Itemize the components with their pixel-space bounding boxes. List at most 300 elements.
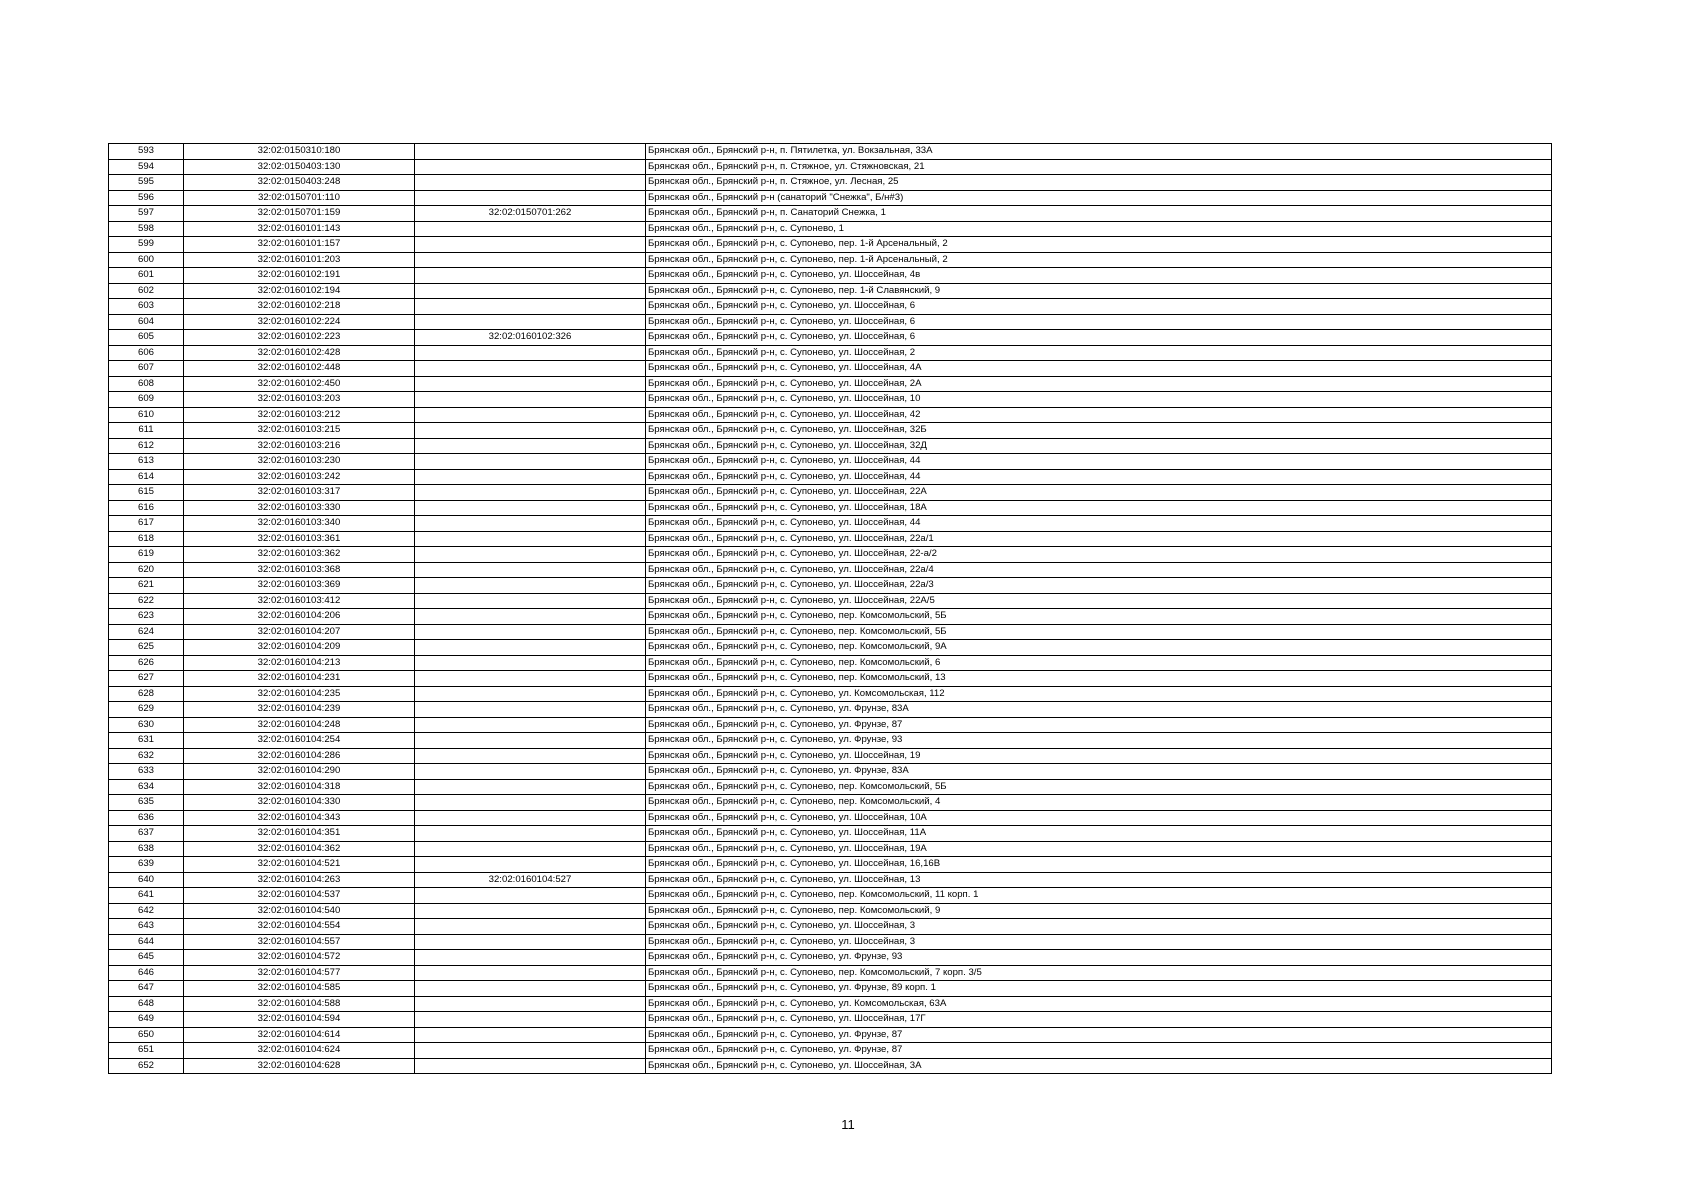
linked-cadastral-number-cell xyxy=(415,857,646,873)
row-number-cell: 632 xyxy=(109,748,184,764)
table-row xyxy=(109,314,1552,330)
linked-cadastral-number-cell xyxy=(415,314,646,330)
cadastral-number-cell: 32:02:0160104:585 xyxy=(184,981,415,997)
table-row xyxy=(109,702,1552,718)
table-row xyxy=(109,717,1552,733)
linked-cadastral-number-cell: 32:02:0150701:262 xyxy=(415,206,646,222)
table-row xyxy=(109,795,1552,811)
table-row xyxy=(109,469,1552,485)
linked-cadastral-number-cell xyxy=(415,547,646,563)
table-row xyxy=(109,1058,1552,1074)
cadastral-number-cell: 32:02:0160104:207 xyxy=(184,624,415,640)
linked-cadastral-number-cell xyxy=(415,469,646,485)
cadastral-number-cell: 32:02:0160103:317 xyxy=(184,485,415,501)
linked-cadastral-number-cell xyxy=(415,888,646,904)
table-row xyxy=(109,981,1552,997)
linked-cadastral-number-cell xyxy=(415,717,646,733)
table-row xyxy=(109,423,1552,439)
address-cell: Брянская обл., Брянский р-н, с. Супонево, ул. Шоссейная, 44 xyxy=(646,516,1552,532)
address-cell: Брянская обл., Брянский р-н, с. Супонево, пер. 1-й Арсенальный, 2 xyxy=(646,237,1552,253)
linked-cadastral-number-cell xyxy=(415,237,646,253)
table-row xyxy=(109,1043,1552,1059)
cadastral-number-cell: 32:02:0160103:230 xyxy=(184,454,415,470)
cadastral-number-cell: 32:02:0160103:212 xyxy=(184,407,415,423)
cadastral-number-cell: 32:02:0160104:343 xyxy=(184,810,415,826)
address-cell: Брянская обл., Брянский р-н, с. Супонево, ул. Шоссейная, 44 xyxy=(646,454,1552,470)
row-number-cell: 610 xyxy=(109,407,184,423)
address-cell: Брянская обл., Брянский р-н, с. Супонево, 1 xyxy=(646,221,1552,237)
cadastral-number-cell: 32:02:0160104:362 xyxy=(184,841,415,857)
table-row xyxy=(109,144,1552,160)
address-cell: Брянская обл., Брянский р-н, с. Супонево, ул. Шоссейная, 6 xyxy=(646,314,1552,330)
row-number-cell: 611 xyxy=(109,423,184,439)
cadastral-number-cell: 32:02:0150701:110 xyxy=(184,190,415,206)
linked-cadastral-number-cell xyxy=(415,795,646,811)
table-row xyxy=(109,190,1552,206)
row-number-cell: 601 xyxy=(109,268,184,284)
objects-table xyxy=(108,143,1552,1074)
row-number-cell: 630 xyxy=(109,717,184,733)
linked-cadastral-number-cell xyxy=(415,919,646,935)
row-number-cell: 629 xyxy=(109,702,184,718)
cadastral-number-cell: 32:02:0150701:159 xyxy=(184,206,415,222)
address-cell: Брянская обл., Брянский р-н, с. Супонево, ул. Шоссейная, 3 xyxy=(646,934,1552,950)
row-number-cell: 651 xyxy=(109,1043,184,1059)
address-cell: Брянская обл., Брянский р-н (санаторий "Снежка", Б/н#3) xyxy=(646,190,1552,206)
address-cell: Брянская обл., Брянский р-н, с. Супонево, ул. Шоссейная, 22а/4 xyxy=(646,562,1552,578)
cadastral-number-cell: 32:02:0160104:209 xyxy=(184,640,415,656)
linked-cadastral-number-cell xyxy=(415,1058,646,1074)
linked-cadastral-number-cell: 32:02:0160102:326 xyxy=(415,330,646,346)
table-row xyxy=(109,175,1552,191)
row-number-cell: 604 xyxy=(109,314,184,330)
address-cell: Брянская обл., Брянский р-н, с. Супонево, ул. Шоссейная, 6 xyxy=(646,330,1552,346)
table-row xyxy=(109,671,1552,687)
address-cell: Брянская обл., Брянский р-н, с. Супонево, пер. Комсомольский, 7 корп. 3/5 xyxy=(646,965,1552,981)
cadastral-number-cell: 32:02:0160102:450 xyxy=(184,376,415,392)
linked-cadastral-number-cell xyxy=(415,624,646,640)
table-row xyxy=(109,361,1552,377)
cadastral-number-cell: 32:02:0160103:330 xyxy=(184,500,415,516)
cadastral-number-cell: 32:02:0160102:428 xyxy=(184,345,415,361)
table-row xyxy=(109,283,1552,299)
cadastral-number-cell: 32:02:0160104:290 xyxy=(184,764,415,780)
table-row xyxy=(109,810,1552,826)
linked-cadastral-number-cell xyxy=(415,950,646,966)
cadastral-number-cell: 32:02:0150403:248 xyxy=(184,175,415,191)
table-row xyxy=(109,733,1552,749)
address-cell: Брянская обл., Брянский р-н, с. Супонево, ул. Шоссейная, 11А xyxy=(646,826,1552,842)
linked-cadastral-number-cell xyxy=(415,578,646,594)
row-number-cell: 652 xyxy=(109,1058,184,1074)
address-cell: Брянская обл., Брянский р-н, с. Супонево, ул. Шоссейная, 19А xyxy=(646,841,1552,857)
row-number-cell: 605 xyxy=(109,330,184,346)
linked-cadastral-number-cell xyxy=(415,1012,646,1028)
cadastral-number-cell: 32:02:0160102:224 xyxy=(184,314,415,330)
linked-cadastral-number-cell xyxy=(415,361,646,377)
linked-cadastral-number-cell xyxy=(415,531,646,547)
cadastral-number-cell: 32:02:0150310:180 xyxy=(184,144,415,160)
table-row xyxy=(109,268,1552,284)
cadastral-number-cell: 32:02:0160104:239 xyxy=(184,702,415,718)
address-cell: Брянская обл., Брянский р-н, с. Супонево, пер. Комсомольский, 5Б xyxy=(646,624,1552,640)
table-row xyxy=(109,593,1552,609)
address-cell: Брянская обл., Брянский р-н, с. Супонево, ул. Шоссейная, 18А xyxy=(646,500,1552,516)
cadastral-number-cell: 32:02:0160103:361 xyxy=(184,531,415,547)
table-row xyxy=(109,500,1552,516)
linked-cadastral-number-cell xyxy=(415,640,646,656)
row-number-cell: 642 xyxy=(109,903,184,919)
table-row xyxy=(109,826,1552,842)
address-cell: Брянская обл., Брянский р-н, с. Супонево, ул. Шоссейная, 10 xyxy=(646,392,1552,408)
address-cell: Брянская обл., Брянский р-н, с. Супонево, ул. Шоссейная, 22а/1 xyxy=(646,531,1552,547)
linked-cadastral-number-cell xyxy=(415,283,646,299)
address-cell: Брянская обл., Брянский р-н, с. Супонево, пер. Комсомольский, 6 xyxy=(646,655,1552,671)
row-number-cell: 624 xyxy=(109,624,184,640)
linked-cadastral-number-cell xyxy=(415,159,646,175)
linked-cadastral-number-cell xyxy=(415,376,646,392)
linked-cadastral-number-cell xyxy=(415,345,646,361)
linked-cadastral-number-cell xyxy=(415,562,646,578)
row-number-cell: 609 xyxy=(109,392,184,408)
address-cell: Брянская обл., Брянский р-н, с. Супонево, ул. Шоссейная, 3А xyxy=(646,1058,1552,1074)
cadastral-number-cell: 32:02:0160103:340 xyxy=(184,516,415,532)
linked-cadastral-number-cell xyxy=(415,810,646,826)
linked-cadastral-number-cell xyxy=(415,965,646,981)
address-cell: Брянская обл., Брянский р-н, с. Супонево, пер. Комсомольский, 5Б xyxy=(646,609,1552,625)
table-row xyxy=(109,779,1552,795)
linked-cadastral-number-cell xyxy=(415,779,646,795)
cadastral-number-cell: 32:02:0160104:557 xyxy=(184,934,415,950)
table-row xyxy=(109,996,1552,1012)
address-cell: Брянская обл., Брянский р-н, с. Супонево, ул. Шоссейная, 3 xyxy=(646,919,1552,935)
row-number-cell: 645 xyxy=(109,950,184,966)
row-number-cell: 648 xyxy=(109,996,184,1012)
row-number-cell: 628 xyxy=(109,686,184,702)
row-number-cell: 593 xyxy=(109,144,184,160)
linked-cadastral-number-cell xyxy=(415,500,646,516)
cadastral-number-cell: 32:02:0160104:248 xyxy=(184,717,415,733)
row-number-cell: 633 xyxy=(109,764,184,780)
address-cell: Брянская обл., Брянский р-н, п. Санаторий Снежка, 1 xyxy=(646,206,1552,222)
address-cell: Брянская обл., Брянский р-н, с. Супонево, ул. Фрунзе, 93 xyxy=(646,950,1552,966)
cadastral-number-cell: 32:02:0160104:231 xyxy=(184,671,415,687)
address-cell: Брянская обл., Брянский р-н, с. Супонево, ул. Фрунзе, 93 xyxy=(646,733,1552,749)
table-row xyxy=(109,965,1552,981)
cadastral-number-cell: 32:02:0160103:368 xyxy=(184,562,415,578)
cadastral-number-cell: 32:02:0160104:254 xyxy=(184,733,415,749)
cadastral-number-cell: 32:02:0160102:218 xyxy=(184,299,415,315)
linked-cadastral-number-cell xyxy=(415,252,646,268)
linked-cadastral-number-cell xyxy=(415,144,646,160)
address-cell: Брянская обл., Брянский р-н, с. Супонево, ул. Шоссейная, 4в xyxy=(646,268,1552,284)
address-cell: Брянская обл., Брянский р-н, с. Супонево, пер. Комсомольский, 13 xyxy=(646,671,1552,687)
row-number-cell: 599 xyxy=(109,237,184,253)
table-row xyxy=(109,516,1552,532)
row-number-cell: 647 xyxy=(109,981,184,997)
table-row xyxy=(109,888,1552,904)
row-number-cell: 620 xyxy=(109,562,184,578)
row-number-cell: 616 xyxy=(109,500,184,516)
linked-cadastral-number-cell xyxy=(415,454,646,470)
row-number-cell: 639 xyxy=(109,857,184,873)
linked-cadastral-number-cell xyxy=(415,748,646,764)
cadastral-number-cell: 32:02:0160104:318 xyxy=(184,779,415,795)
linked-cadastral-number-cell xyxy=(415,593,646,609)
table-row xyxy=(109,407,1552,423)
table-row xyxy=(109,1027,1552,1043)
linked-cadastral-number-cell xyxy=(415,934,646,950)
cadastral-number-cell: 32:02:0160104:594 xyxy=(184,1012,415,1028)
cadastral-number-cell: 32:02:0150403:130 xyxy=(184,159,415,175)
cadastral-number-cell: 32:02:0160104:554 xyxy=(184,919,415,935)
address-cell: Брянская обл., Брянский р-н, с. Супонево, ул. Комсомольская, 63А xyxy=(646,996,1552,1012)
address-cell: Брянская обл., Брянский р-н, с. Супонево, ул. Шоссейная, 10А xyxy=(646,810,1552,826)
row-number-cell: 646 xyxy=(109,965,184,981)
address-cell: Брянская обл., Брянский р-н, с. Супонево, пер. Комсомольский, 9А xyxy=(646,640,1552,656)
table-row xyxy=(109,934,1552,950)
cadastral-number-cell: 32:02:0160102:448 xyxy=(184,361,415,377)
address-cell: Брянская обл., Брянский р-н, с. Супонево, ул. Шоссейная, 4А xyxy=(646,361,1552,377)
table-row xyxy=(109,1012,1552,1028)
table-row xyxy=(109,485,1552,501)
row-number-cell: 606 xyxy=(109,345,184,361)
row-number-cell: 608 xyxy=(109,376,184,392)
cadastral-number-cell: 32:02:0160101:203 xyxy=(184,252,415,268)
address-cell: Брянская обл., Брянский р-н, с. Супонево, пер. Комсомольский, 9 xyxy=(646,903,1552,919)
table-row xyxy=(109,330,1552,346)
row-number-cell: 623 xyxy=(109,609,184,625)
row-number-cell: 636 xyxy=(109,810,184,826)
row-number-cell: 631 xyxy=(109,733,184,749)
cadastral-number-cell: 32:02:0160103:362 xyxy=(184,547,415,563)
address-cell: Брянская обл., Брянский р-н, с. Супонево, ул. Шоссейная, 22-а/2 xyxy=(646,547,1552,563)
row-number-cell: 634 xyxy=(109,779,184,795)
row-number-cell: 627 xyxy=(109,671,184,687)
row-number-cell: 598 xyxy=(109,221,184,237)
address-cell: Брянская обл., Брянский р-н, с. Супонево, ул. Шоссейная, 42 xyxy=(646,407,1552,423)
address-cell: Брянская обл., Брянский р-н, с. Супонево, ул. Шоссейная, 22А/5 xyxy=(646,593,1552,609)
address-cell: Брянская обл., Брянский р-н, с. Супонево, ул. Фрунзе, 83А xyxy=(646,764,1552,780)
address-cell: Брянская обл., Брянский р-н, с. Супонево, ул. Фрунзе, 89 корп. 1 xyxy=(646,981,1552,997)
address-cell: Брянская обл., Брянский р-н, с. Супонево, ул. Шоссейная, 13 xyxy=(646,872,1552,888)
row-number-cell: 649 xyxy=(109,1012,184,1028)
row-number-cell: 602 xyxy=(109,283,184,299)
linked-cadastral-number-cell xyxy=(415,299,646,315)
cadastral-number-cell: 32:02:0160103:412 xyxy=(184,593,415,609)
table-row xyxy=(109,872,1552,888)
address-cell: Брянская обл., Брянский р-н, п. Пятилетка, ул. Вокзальная, 33А xyxy=(646,144,1552,160)
linked-cadastral-number-cell: 32:02:0160104:527 xyxy=(415,872,646,888)
cadastral-number-cell: 32:02:0160104:213 xyxy=(184,655,415,671)
table-row xyxy=(109,919,1552,935)
table-row xyxy=(109,748,1552,764)
address-cell: Брянская обл., Брянский р-н, с. Супонево, ул. Шоссейная, 16,16В xyxy=(646,857,1552,873)
cadastral-number-cell: 32:02:0160104:263 xyxy=(184,872,415,888)
row-number-cell: 640 xyxy=(109,872,184,888)
address-cell: Брянская обл., Брянский р-н, с. Супонево, ул. Шоссейная, 2 xyxy=(646,345,1552,361)
table-row xyxy=(109,547,1552,563)
cadastral-number-cell: 32:02:0160103:369 xyxy=(184,578,415,594)
linked-cadastral-number-cell xyxy=(415,175,646,191)
address-cell: Брянская обл., Брянский р-н, с. Супонево, ул. Фрунзе, 87 xyxy=(646,1027,1552,1043)
row-number-cell: 637 xyxy=(109,826,184,842)
cadastral-number-cell: 32:02:0160104:330 xyxy=(184,795,415,811)
row-number-cell: 644 xyxy=(109,934,184,950)
cadastral-number-cell: 32:02:0160104:624 xyxy=(184,1043,415,1059)
row-number-cell: 615 xyxy=(109,485,184,501)
address-cell: Брянская обл., Брянский р-н, с. Супонево, ул. Шоссейная, 2А xyxy=(646,376,1552,392)
table-row xyxy=(109,345,1552,361)
table-row xyxy=(109,841,1552,857)
linked-cadastral-number-cell xyxy=(415,686,646,702)
linked-cadastral-number-cell xyxy=(415,1027,646,1043)
table-row xyxy=(109,655,1552,671)
cadastral-number-cell: 32:02:0160103:203 xyxy=(184,392,415,408)
row-number-cell: 625 xyxy=(109,640,184,656)
row-number-cell: 638 xyxy=(109,841,184,857)
table-row xyxy=(109,159,1552,175)
linked-cadastral-number-cell xyxy=(415,1043,646,1059)
row-number-cell: 626 xyxy=(109,655,184,671)
address-cell: Брянская обл., Брянский р-н, с. Супонево, ул. Шоссейная, 32Д xyxy=(646,438,1552,454)
row-number-cell: 621 xyxy=(109,578,184,594)
cadastral-number-cell: 32:02:0160104:572 xyxy=(184,950,415,966)
row-number-cell: 641 xyxy=(109,888,184,904)
row-number-cell: 617 xyxy=(109,516,184,532)
cadastral-number-cell: 32:02:0160103:242 xyxy=(184,469,415,485)
row-number-cell: 650 xyxy=(109,1027,184,1043)
linked-cadastral-number-cell xyxy=(415,764,646,780)
cadastral-number-cell: 32:02:0160104:235 xyxy=(184,686,415,702)
address-cell: Брянская обл., Брянский р-н, с. Супонево, ул. Шоссейная, 6 xyxy=(646,299,1552,315)
cadastral-number-cell: 32:02:0160104:537 xyxy=(184,888,415,904)
linked-cadastral-number-cell xyxy=(415,996,646,1012)
address-cell: Брянская обл., Брянский р-н, с. Супонево, ул. Шоссейная, 32Б xyxy=(646,423,1552,439)
cadastral-number-cell: 32:02:0160104:628 xyxy=(184,1058,415,1074)
linked-cadastral-number-cell xyxy=(415,268,646,284)
cadastral-number-cell: 32:02:0160101:143 xyxy=(184,221,415,237)
table-row xyxy=(109,624,1552,640)
cadastral-number-cell: 32:02:0160104:351 xyxy=(184,826,415,842)
address-cell: Брянская обл., Брянский р-н, с. Супонево, ул. Комсомольская, 112 xyxy=(646,686,1552,702)
linked-cadastral-number-cell xyxy=(415,671,646,687)
table-body xyxy=(109,144,1552,1074)
row-number-cell: 643 xyxy=(109,919,184,935)
linked-cadastral-number-cell xyxy=(415,190,646,206)
table-row xyxy=(109,252,1552,268)
cadastral-number-cell: 32:02:0160103:215 xyxy=(184,423,415,439)
address-cell: Брянская обл., Брянский р-н, с. Супонево, ул. Шоссейная, 22А xyxy=(646,485,1552,501)
linked-cadastral-number-cell xyxy=(415,702,646,718)
linked-cadastral-number-cell xyxy=(415,609,646,625)
cadastral-number-cell: 32:02:0160102:194 xyxy=(184,283,415,299)
linked-cadastral-number-cell xyxy=(415,733,646,749)
row-number-cell: 597 xyxy=(109,206,184,222)
table-row xyxy=(109,764,1552,780)
address-cell: Брянская обл., Брянский р-н, с. Супонево, ул. Шоссейная, 17Г xyxy=(646,1012,1552,1028)
address-cell: Брянская обл., Брянский р-н, с. Супонево, ул. Шоссейная, 44 xyxy=(646,469,1552,485)
address-cell: Брянская обл., Брянский р-н, с. Супонево, пер. Комсомольский, 5Б xyxy=(646,779,1552,795)
table-row xyxy=(109,299,1552,315)
address-cell: Брянская обл., Брянский р-н, с. Супонево, ул. Фрунзе, 83А xyxy=(646,702,1552,718)
row-number-cell: 614 xyxy=(109,469,184,485)
linked-cadastral-number-cell xyxy=(415,221,646,237)
table-row xyxy=(109,950,1552,966)
table-row xyxy=(109,221,1552,237)
table-row xyxy=(109,562,1552,578)
row-number-cell: 618 xyxy=(109,531,184,547)
linked-cadastral-number-cell xyxy=(415,392,646,408)
address-cell: Брянская обл., Брянский р-н, с. Супонево, пер. 1-й Арсенальный, 2 xyxy=(646,252,1552,268)
address-cell: Брянская обл., Брянский р-н, с. Супонево, ул. Фрунзе, 87 xyxy=(646,1043,1552,1059)
table-row xyxy=(109,686,1552,702)
table-row xyxy=(109,609,1552,625)
cadastral-number-cell: 32:02:0160104:521 xyxy=(184,857,415,873)
cadastral-number-cell: 32:02:0160104:577 xyxy=(184,965,415,981)
row-number-cell: 594 xyxy=(109,159,184,175)
linked-cadastral-number-cell xyxy=(415,826,646,842)
linked-cadastral-number-cell xyxy=(415,841,646,857)
linked-cadastral-number-cell xyxy=(415,407,646,423)
row-number-cell: 635 xyxy=(109,795,184,811)
address-cell: Брянская обл., Брянский р-н, с. Супонево, ул. Шоссейная, 19 xyxy=(646,748,1552,764)
address-cell: Брянская обл., Брянский р-н, с. Супонево, ул. Фрунзе, 87 xyxy=(646,717,1552,733)
address-cell: Брянская обл., Брянский р-н, с. Супонево, ул. Шоссейная, 22а/3 xyxy=(646,578,1552,594)
row-number-cell: 619 xyxy=(109,547,184,563)
cadastral-number-cell: 32:02:0160104:286 xyxy=(184,748,415,764)
cadastral-number-cell: 32:02:0160104:588 xyxy=(184,996,415,1012)
table-row xyxy=(109,640,1552,656)
linked-cadastral-number-cell xyxy=(415,903,646,919)
cadastral-number-cell: 32:02:0160104:206 xyxy=(184,609,415,625)
address-cell: Брянская обл., Брянский р-н, п. Стяжное, ул. Лесная, 25 xyxy=(646,175,1552,191)
linked-cadastral-number-cell xyxy=(415,981,646,997)
address-cell: Брянская обл., Брянский р-н, с. Супонево, пер. Комсомольский, 11 корп. 1 xyxy=(646,888,1552,904)
table-row xyxy=(109,392,1552,408)
linked-cadastral-number-cell xyxy=(415,516,646,532)
table-row xyxy=(109,206,1552,222)
row-number-cell: 612 xyxy=(109,438,184,454)
cadastral-number-cell: 32:02:0160103:216 xyxy=(184,438,415,454)
row-number-cell: 596 xyxy=(109,190,184,206)
row-number-cell: 595 xyxy=(109,175,184,191)
table-row xyxy=(109,903,1552,919)
cadastral-number-cell: 32:02:0160102:223 xyxy=(184,330,415,346)
table-row xyxy=(109,438,1552,454)
table-row xyxy=(109,857,1552,873)
row-number-cell: 613 xyxy=(109,454,184,470)
row-number-cell: 622 xyxy=(109,593,184,609)
row-number-cell: 603 xyxy=(109,299,184,315)
table-row xyxy=(109,376,1552,392)
table-row xyxy=(109,531,1552,547)
cadastral-number-cell: 32:02:0160101:157 xyxy=(184,237,415,253)
linked-cadastral-number-cell xyxy=(415,655,646,671)
linked-cadastral-number-cell xyxy=(415,485,646,501)
table-row xyxy=(109,237,1552,253)
cadastral-number-cell: 32:02:0160104:614 xyxy=(184,1027,415,1043)
table-row xyxy=(109,454,1552,470)
table-row xyxy=(109,578,1552,594)
address-cell: Брянская обл., Брянский р-н, с. Супонево, пер. 1-й Славянский, 9 xyxy=(646,283,1552,299)
row-number-cell: 607 xyxy=(109,361,184,377)
cadastral-number-cell: 32:02:0160104:540 xyxy=(184,903,415,919)
address-cell: Брянская обл., Брянский р-н, с. Супонево, пер. Комсомольский, 4 xyxy=(646,795,1552,811)
row-number-cell: 600 xyxy=(109,252,184,268)
address-cell: Брянская обл., Брянский р-н, п. Стяжное, ул. Стяжновская, 21 xyxy=(646,159,1552,175)
linked-cadastral-number-cell xyxy=(415,423,646,439)
